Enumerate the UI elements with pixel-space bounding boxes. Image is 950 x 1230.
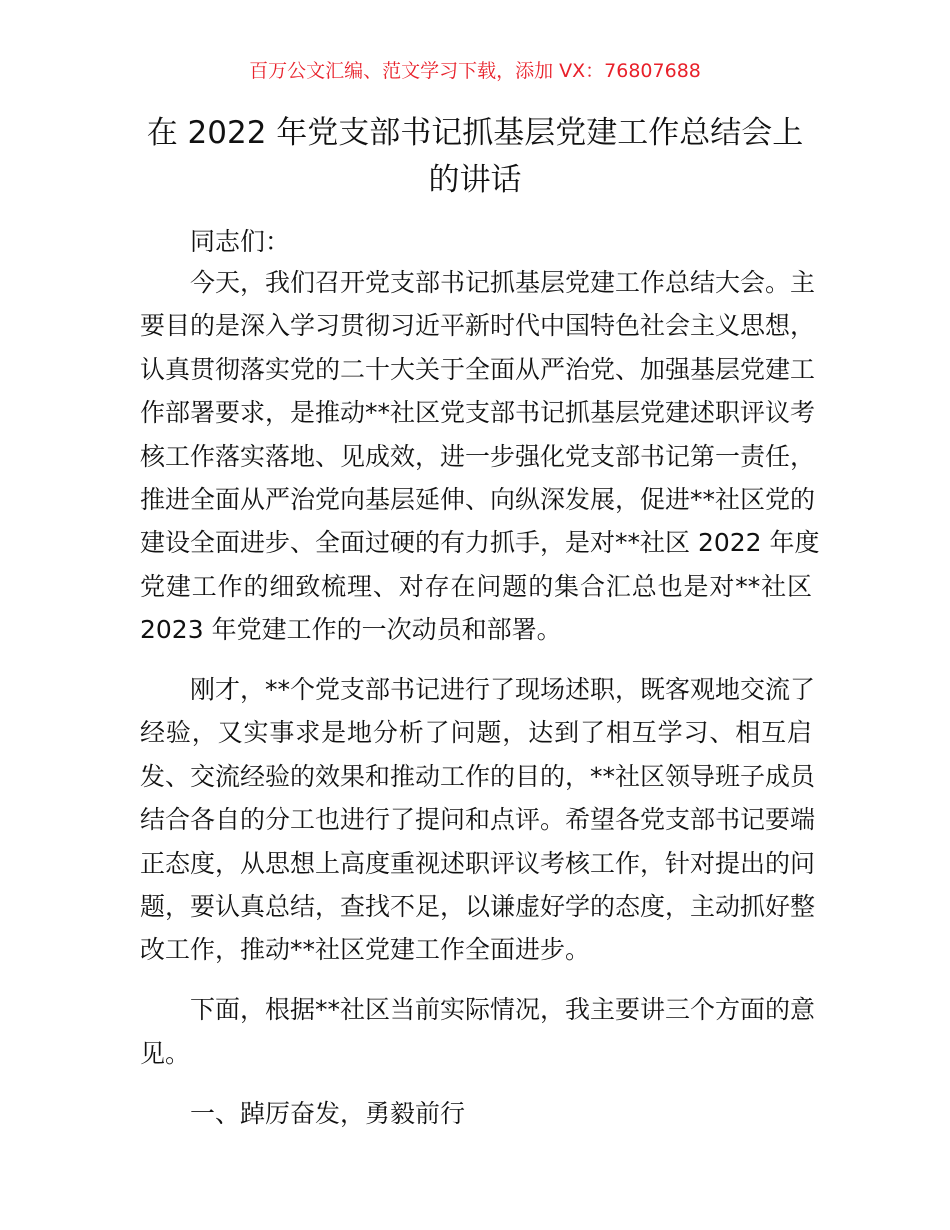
text-line: 经验，又实事求是地分析了问题，达到了相互学习、相互启 xyxy=(140,718,812,748)
paragraph-1 xyxy=(140,261,820,652)
title-line: 在 2022 年党支部书记抓基层党建工作总结会上 xyxy=(146,115,804,151)
text-line: 建设全面进步、全面过硬的有力抓手，是对**社区 2022 年度 xyxy=(140,528,820,558)
text-line: 见。 xyxy=(140,1038,191,1068)
text-line: 发、交流经验的效果和推动工作的目的，**社区领导班子成员 xyxy=(140,761,816,791)
paragraph-2 xyxy=(140,668,816,972)
text-line: 要目的是深入学习贯彻习近平新时代中国特色社会主义思想， xyxy=(140,311,816,341)
text-line: 改工作，推动**社区党建工作全面进步。 xyxy=(140,935,591,965)
paragraph-3 xyxy=(140,988,816,1075)
document-title xyxy=(130,110,820,204)
text-line: 推进全面从严治党向基层延伸、向纵深发展，促进**社区党的 xyxy=(140,484,816,514)
text-line: 正态度，从思想上高度重视述职评议考核工作，针对提出的问 xyxy=(140,848,816,878)
greeting: 同志们： xyxy=(190,227,291,256)
text-line: 认真贯彻落实党的二十大关于全面从严治党、加强基层党建工 xyxy=(140,354,816,384)
title-line: 的讲话 xyxy=(428,162,522,198)
text-line: 党建工作的细致梳理、对存在问题的集合汇总也是对**社区 xyxy=(140,571,812,601)
text-line: 刚才，**个党支部书记进行了现场述职，既客观地交流了 xyxy=(190,675,816,705)
section-heading: 一、踔厉奋发，勇毅前行 xyxy=(190,1098,466,1128)
text-line: 今天，我们召开党支部书记抓基层党建工作总结大会。主 xyxy=(190,268,816,297)
text-line: 核工作落实落地、见成效，进一步强化党支部书记第一责任， xyxy=(140,441,816,471)
text-line: 下面，根据**社区当前实际情况，我主要讲三个方面的意 xyxy=(190,995,816,1025)
watermark-banner: 百万公文汇编、范文学习下载，添加 VX：76807688 xyxy=(249,60,701,82)
text-line: 题，要认真总结，查找不足，以谦虚好学的态度，主动抓好整 xyxy=(140,891,816,921)
document-body xyxy=(140,261,820,1151)
text-line: 作部署要求，是推动**社区党支部书记抓基层党建述职评议考 xyxy=(140,398,816,428)
text-line: 结合各自的分工也进行了提问和点评。希望各党支部书记要端 xyxy=(140,805,816,835)
text-line: 2023 年党建工作的一次动员和部署。 xyxy=(140,615,562,645)
